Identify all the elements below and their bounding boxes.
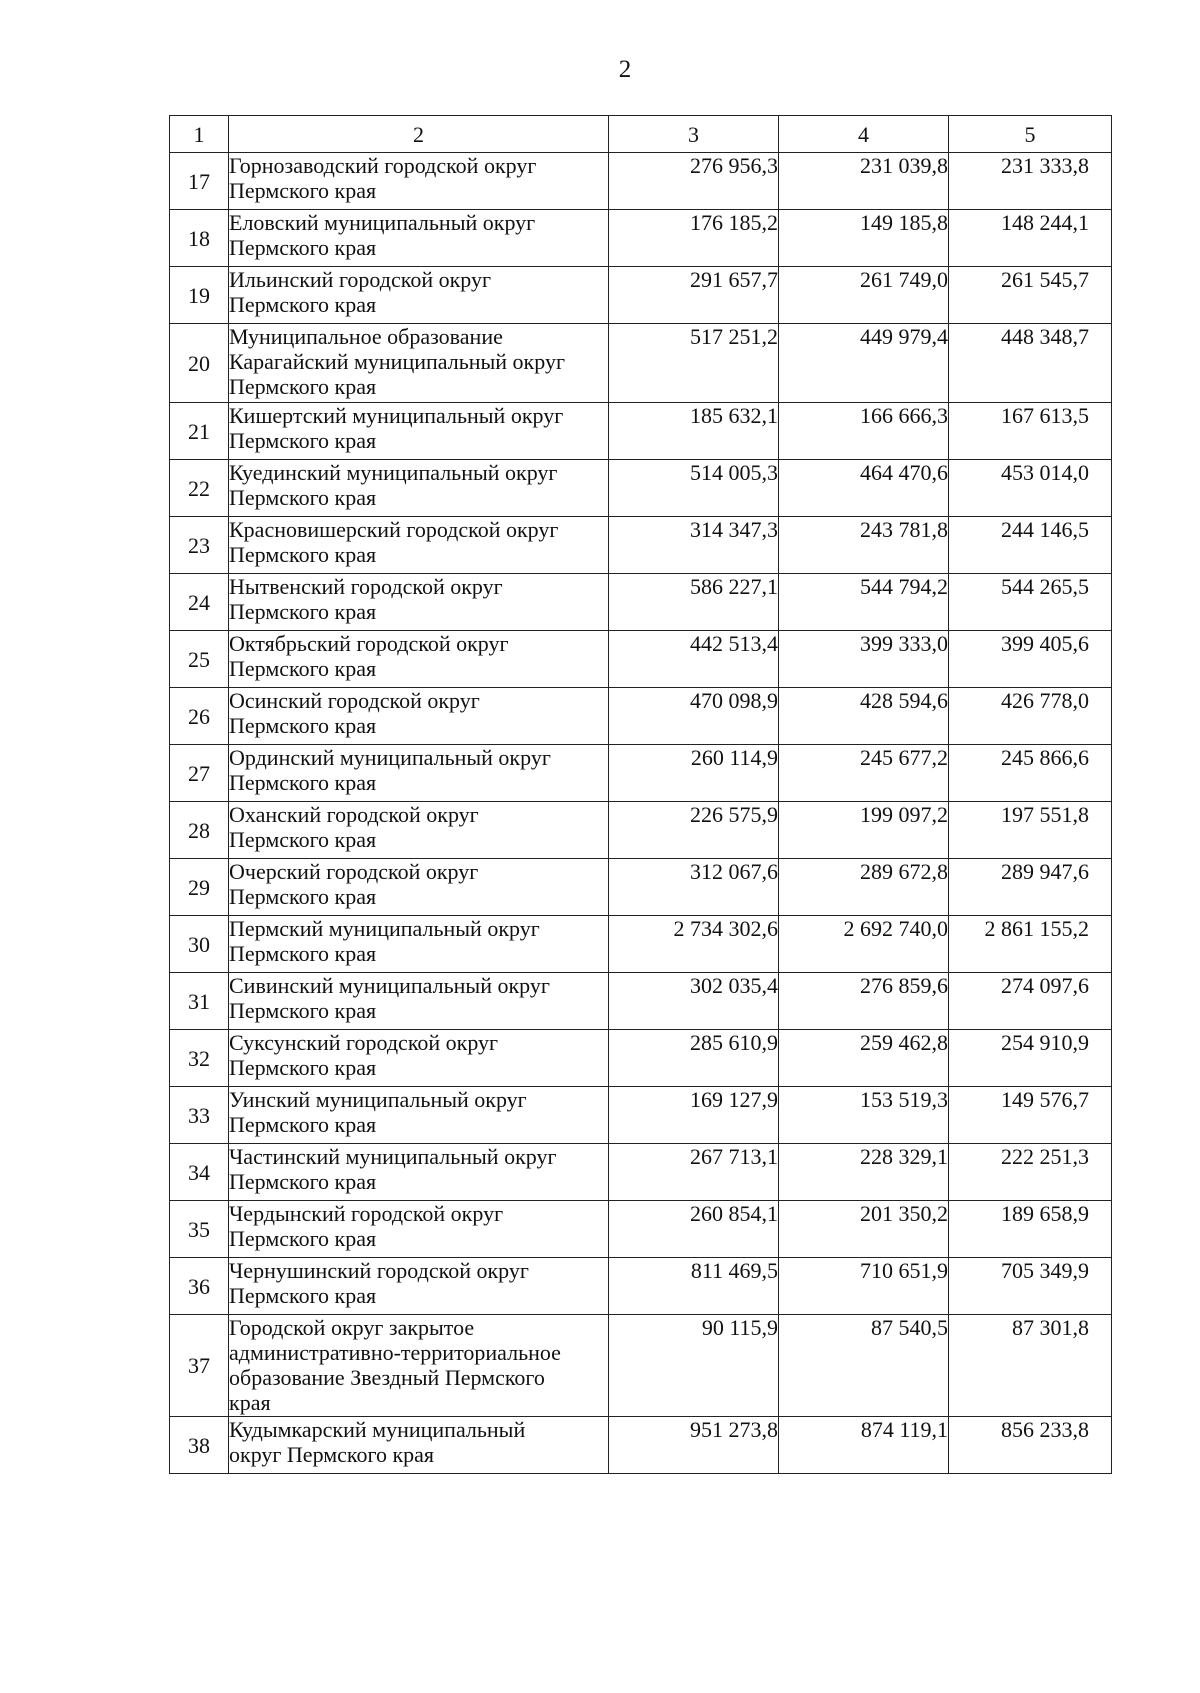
municipality-name: Суксунский городской округ Пермского края — [229, 1030, 609, 1087]
municipality-name: Чердынский городской округ Пермского края — [229, 1201, 609, 1258]
value-col-4: 153 519,3 — [779, 1087, 949, 1144]
municipality-name: Красновишерский городской округ Пермского края — [229, 517, 609, 574]
value-col-4: 428 594,6 — [779, 688, 949, 745]
value-col-5: 197 551,8 — [949, 802, 1112, 859]
value-col-4: 289 672,8 — [779, 859, 949, 916]
value-col-5: 856 233,8 — [949, 1417, 1112, 1474]
row-number: 35 — [170, 1201, 229, 1258]
value-col-4: 2 692 740,0 — [779, 916, 949, 973]
municipality-name: Оханский городской округ Пермского края — [229, 802, 609, 859]
municipality-name: Ординский муниципальный округ Пермского края — [229, 745, 609, 802]
table-row — [170, 1258, 1112, 1315]
row-number: 20 — [170, 324, 229, 403]
value-col-4: 245 677,2 — [779, 745, 949, 802]
table-row — [170, 688, 1112, 745]
value-col-3: 312 067,6 — [609, 859, 779, 916]
table-row — [170, 1030, 1112, 1087]
row-number: 27 — [170, 745, 229, 802]
table-row — [170, 745, 1112, 802]
value-col-3: 226 575,9 — [609, 802, 779, 859]
municipality-name: Кудымкарский муниципальный округ Пермского края — [229, 1417, 609, 1474]
municipality-name: Чернушинский городской округ Пермского края — [229, 1258, 609, 1315]
row-number: 23 — [170, 517, 229, 574]
header-col-5: 5 — [949, 116, 1112, 153]
value-col-5: 245 866,6 — [949, 745, 1112, 802]
row-number: 33 — [170, 1087, 229, 1144]
value-col-3: 267 713,1 — [609, 1144, 779, 1201]
value-col-4: 276 859,6 — [779, 973, 949, 1030]
table-row — [170, 153, 1112, 210]
table-row — [170, 1417, 1112, 1474]
value-col-5: 448 348,7 — [949, 324, 1112, 403]
value-col-3: 169 127,9 — [609, 1087, 779, 1144]
value-col-4: 149 185,8 — [779, 210, 949, 267]
municipality-name: Еловский муниципальный округ Пермского края — [229, 210, 609, 267]
value-col-5: 87 301,8 — [949, 1315, 1112, 1417]
value-col-3: 302 035,4 — [609, 973, 779, 1030]
table-row — [170, 1315, 1112, 1417]
value-col-3: 951 273,8 — [609, 1417, 779, 1474]
value-col-3: 442 513,4 — [609, 631, 779, 688]
header-col-3: 3 — [609, 116, 779, 153]
value-col-4: 199 097,2 — [779, 802, 949, 859]
table-row — [170, 267, 1112, 324]
municipality-name: Куединский муниципальный округ Пермского края — [229, 460, 609, 517]
municipality-name: Пермский муниципальный округ Пермского края — [229, 916, 609, 973]
municipality-name: Частинский муниципальный округ Пермского края — [229, 1144, 609, 1201]
table-row — [170, 802, 1112, 859]
value-col-5: 289 947,6 — [949, 859, 1112, 916]
row-number: 38 — [170, 1417, 229, 1474]
value-col-3: 276 956,3 — [609, 153, 779, 210]
value-col-4: 544 794,2 — [779, 574, 949, 631]
row-number: 34 — [170, 1144, 229, 1201]
value-col-5: 544 265,5 — [949, 574, 1112, 631]
row-number: 18 — [170, 210, 229, 267]
table-body — [170, 153, 1112, 1474]
header-row — [170, 116, 1112, 153]
value-col-4: 231 039,8 — [779, 153, 949, 210]
table-row — [170, 1087, 1112, 1144]
value-col-3: 90 115,9 — [609, 1315, 779, 1417]
page-number: 2 — [618, 56, 632, 83]
row-number: 32 — [170, 1030, 229, 1087]
value-col-4: 228 329,1 — [779, 1144, 949, 1201]
table-row — [170, 210, 1112, 267]
row-number: 31 — [170, 973, 229, 1030]
row-number: 26 — [170, 688, 229, 745]
value-col-5: 222 251,3 — [949, 1144, 1112, 1201]
table-row — [170, 631, 1112, 688]
value-col-5: 261 545,7 — [949, 267, 1112, 324]
value-col-3: 811 469,5 — [609, 1258, 779, 1315]
municipality-name: Ильинский городской округ Пермского края — [229, 267, 609, 324]
table-row — [170, 973, 1112, 1030]
value-col-4: 464 470,6 — [779, 460, 949, 517]
row-number: 24 — [170, 574, 229, 631]
value-col-4: 87 540,5 — [779, 1315, 949, 1417]
header-col-1: 1 — [170, 116, 229, 153]
value-col-4: 261 749,0 — [779, 267, 949, 324]
header-col-2: 2 — [229, 116, 609, 153]
value-col-5: 705 349,9 — [949, 1258, 1112, 1315]
row-number: 17 — [170, 153, 229, 210]
value-col-3: 586 227,1 — [609, 574, 779, 631]
value-col-3: 260 114,9 — [609, 745, 779, 802]
value-col-5: 453 014,0 — [949, 460, 1112, 517]
table-row — [170, 517, 1112, 574]
table-row — [170, 916, 1112, 973]
row-number: 36 — [170, 1258, 229, 1315]
municipality-name: Очерский городской округ Пермского края — [229, 859, 609, 916]
municipality-name: Городской округ закрытое административно-территориальное образование Звездный Пермского края — [229, 1315, 609, 1417]
value-col-4: 166 666,3 — [779, 403, 949, 460]
value-col-5: 2 861 155,2 — [949, 916, 1112, 973]
municipality-name: Октябрьский городской округ Пермского края — [229, 631, 609, 688]
row-number: 30 — [170, 916, 229, 973]
value-col-4: 449 979,4 — [779, 324, 949, 403]
value-col-3: 470 098,9 — [609, 688, 779, 745]
value-col-3: 514 005,3 — [609, 460, 779, 517]
table-row — [170, 1201, 1112, 1258]
row-number: 25 — [170, 631, 229, 688]
value-col-5: 244 146,5 — [949, 517, 1112, 574]
table-row — [170, 324, 1112, 403]
row-number: 37 — [170, 1315, 229, 1417]
row-number: 22 — [170, 460, 229, 517]
table-row — [170, 574, 1112, 631]
municipality-name: Горнозаводский городской округ Пермского края — [229, 153, 609, 210]
table-row — [170, 403, 1112, 460]
budget-table — [169, 115, 1112, 1474]
municipality-name: Нытвенский городской округ Пермского края — [229, 574, 609, 631]
value-col-5: 231 333,8 — [949, 153, 1112, 210]
municipality-name: Муниципальное образование Карагайский муниципальный округ Пермского края — [229, 324, 609, 403]
value-col-4: 874 119,1 — [779, 1417, 949, 1474]
value-col-5: 148 244,1 — [949, 210, 1112, 267]
table-row — [170, 1144, 1112, 1201]
value-col-4: 243 781,8 — [779, 517, 949, 574]
value-col-3: 291 657,7 — [609, 267, 779, 324]
value-col-3: 185 632,1 — [609, 403, 779, 460]
value-col-5: 399 405,6 — [949, 631, 1112, 688]
value-col-4: 201 350,2 — [779, 1201, 949, 1258]
value-col-4: 710 651,9 — [779, 1258, 949, 1315]
value-col-5: 167 613,5 — [949, 403, 1112, 460]
value-col-3: 285 610,9 — [609, 1030, 779, 1087]
value-col-3: 2 734 302,6 — [609, 916, 779, 973]
row-number: 21 — [170, 403, 229, 460]
row-number: 29 — [170, 859, 229, 916]
row-number: 28 — [170, 802, 229, 859]
value-col-5: 189 658,9 — [949, 1201, 1112, 1258]
municipality-name: Кишертский муниципальный округ Пермского края — [229, 403, 609, 460]
table-row — [170, 859, 1112, 916]
municipality-name: Уинский муниципальный округ Пермского края — [229, 1087, 609, 1144]
value-col-4: 399 333,0 — [779, 631, 949, 688]
value-col-3: 314 347,3 — [609, 517, 779, 574]
value-col-5: 274 097,6 — [949, 973, 1112, 1030]
value-col-3: 517 251,2 — [609, 324, 779, 403]
municipality-name: Сивинский муниципальный округ Пермского края — [229, 973, 609, 1030]
row-number: 19 — [170, 267, 229, 324]
value-col-3: 260 854,1 — [609, 1201, 779, 1258]
value-col-5: 426 778,0 — [949, 688, 1112, 745]
value-col-3: 176 185,2 — [609, 210, 779, 267]
value-col-4: 259 462,8 — [779, 1030, 949, 1087]
value-col-5: 149 576,7 — [949, 1087, 1112, 1144]
table-row — [170, 460, 1112, 517]
header-col-4: 4 — [779, 116, 949, 153]
municipality-name: Осинский городской округ Пермского края — [229, 688, 609, 745]
value-col-5: 254 910,9 — [949, 1030, 1112, 1087]
